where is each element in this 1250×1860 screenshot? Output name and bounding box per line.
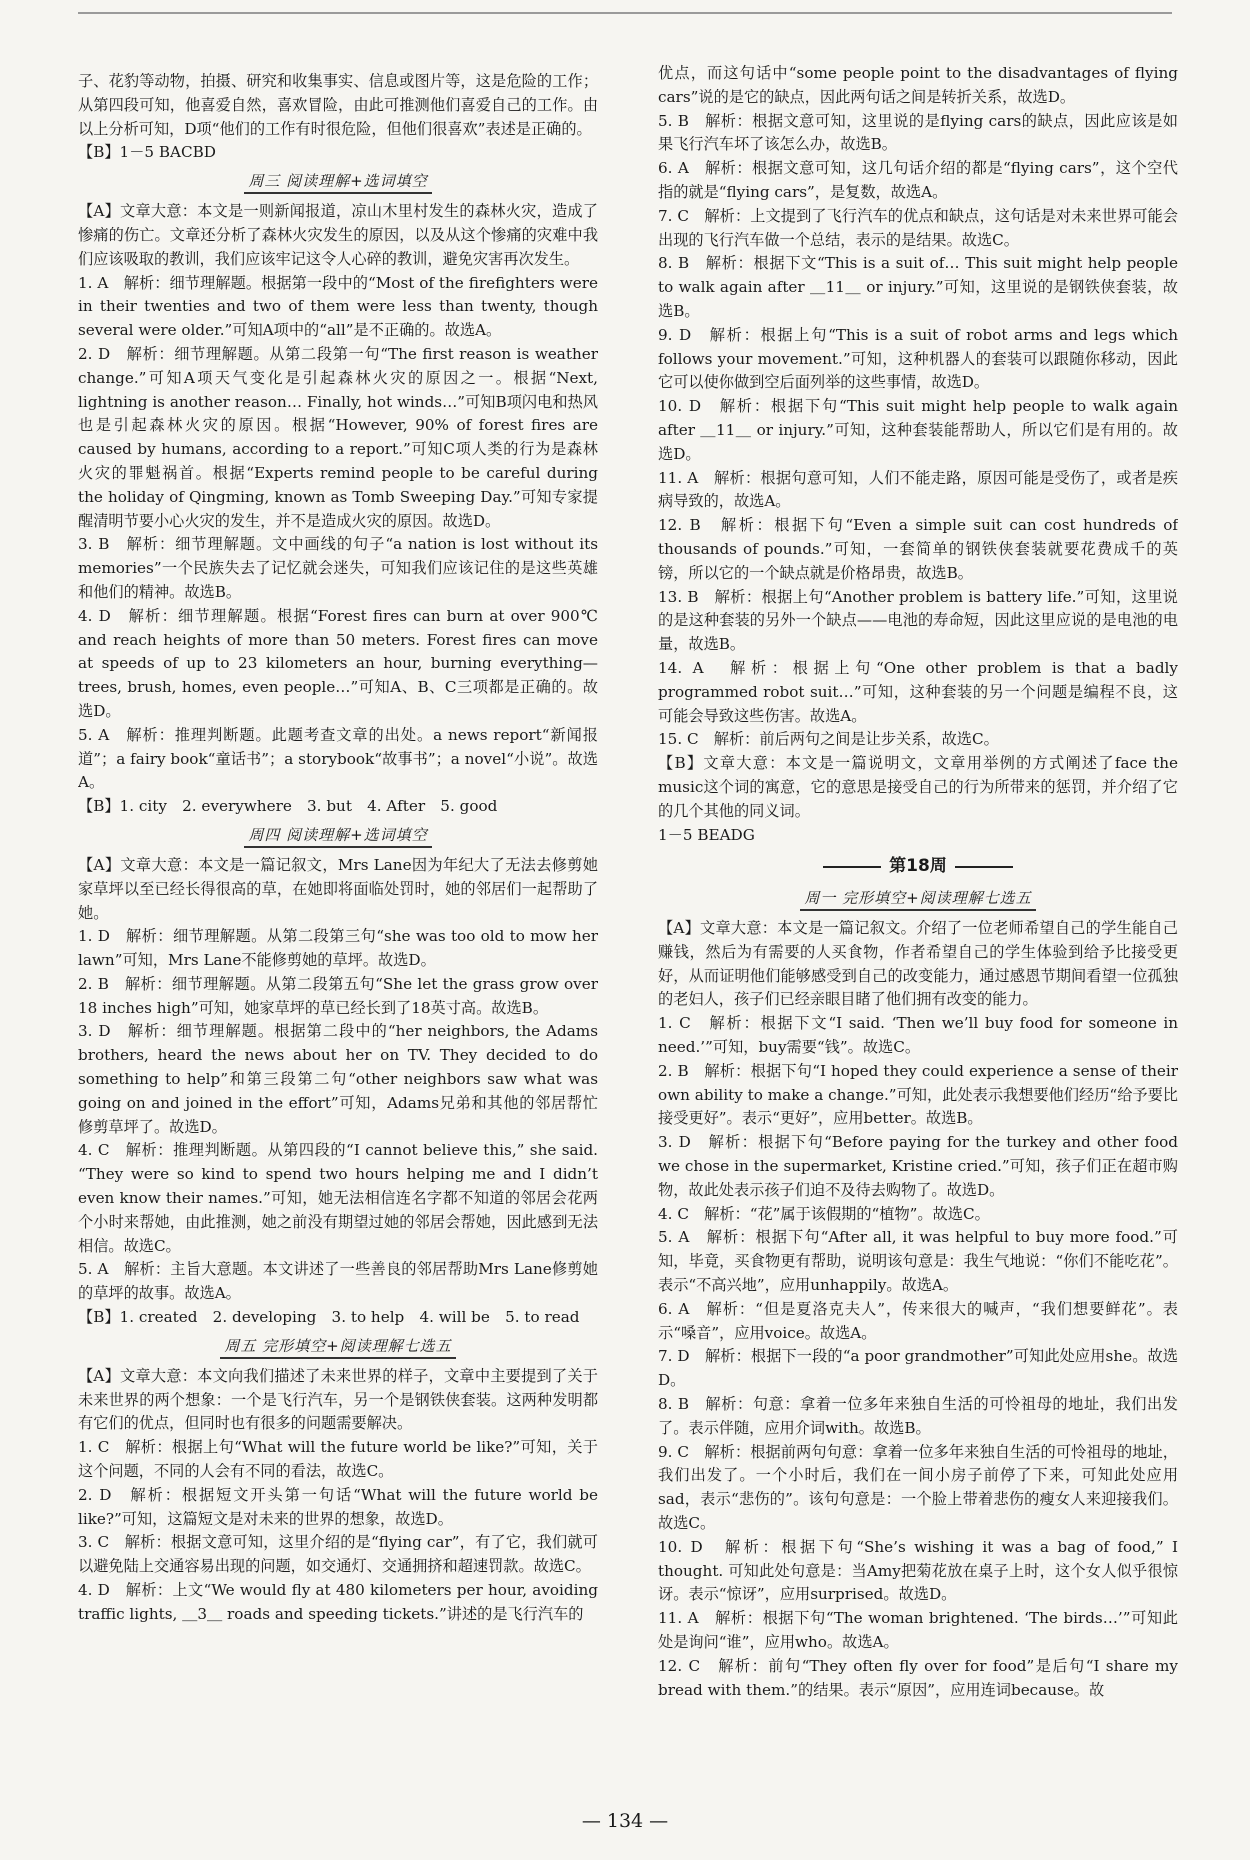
answer-paragraph: 3. D 解析：细节理解题。根据第二段中的“her neighbors, the Adams brothers, heard the news about her on TV. They decided to do something to help”和第三段第二句“other neighbors saw what was going on and joined in the effort”可知，Adams兄弟和其他的邻居帮忙修剪草坪了。故选D。 <box>78 1022 598 1136</box>
answer-paragraph: 3. C 解析：根据文意可知，这里介绍的是“flying car”，有了它，我们就可以避免陆上交通容易出现的问题，如交通灯、交通拥挤和超速罚款。故选C。 <box>78 1533 598 1576</box>
section-heading <box>78 1335 598 1359</box>
answer-paragraph: 【B】1－5 BACBD <box>78 143 216 162</box>
answer-paragraph: 8. B 解析：句意：拿着一位多年来独自生活的可怜祖母的地址，我们出发了。表示伴随，应用介词with。故选B。 <box>658 1395 1178 1437</box>
answer-paragraph: 3. B 解析：细节理解题。文中画线的句子“a nation is lost without its memories”一个民族失去了记忆就会迷失，可知我们应该记住的是这些英雄和他们的精神。故选B。 <box>78 535 598 601</box>
answer-paragraph: 4. D 解析：上文“We would fly at 480 kilometers per hour, avoiding traffic lights, ＿3＿ roads and speeding tickets.”讲述的是飞行汽车的 <box>78 1581 598 1623</box>
answer-paragraph: 13. B 解析：根据上句“Another problem is battery life.”可知，这里说的是这种套装的另外一个缺点——电池的寿命短，因此这里应说的是电池的电量，故选B。 <box>658 587 1178 654</box>
left-column <box>78 70 598 1770</box>
section-heading <box>78 170 598 194</box>
answer-paragraph: 5. A 解析：主旨大意题。本文讲述了一些善良的邻居帮助Mrs Lane修剪她的草坪的故事。故选A。 <box>78 1260 598 1303</box>
answer-paragraph: 1. D 解析：细节理解题。从第二段第三句“she was too old to mow her lawn”可知，Mrs Lane不能修剪她的草坪。故选D。 <box>78 927 598 970</box>
section-heading <box>78 824 598 848</box>
section-heading-text: 周五 完形填空+阅读理解七选五 <box>220 1335 455 1359</box>
week-rule-right <box>955 866 1013 868</box>
answer-paragraph: 5. A 解析：推理判断题。此题考查文章的出处。a news report“新闻报道”；a fairy book“童话书”；a storybook“故事书”；a novel“小说”。故选A。 <box>78 725 598 792</box>
answer-paragraph: 2. D 解析：根据短文开头第一句话“What will the future world be like?”可知，这篇短文是对未来的世界的想象，故选D。 <box>78 1485 598 1528</box>
answer-paragraph: 12. C 解析：前句“They often fly over for food”是后句“I share my bread with them.”的结果。表示“原因”，应用连词because。故 <box>658 1656 1178 1699</box>
answer-paragraph: 10. D 解析：根据下句“She’s wishing it was a bag of food,” I thought. 可知此处句意是：当Amy把菊花放在桌子上时，这个女人似乎很惊讶。表示“惊讶”，应用surprised。故选D。 <box>658 1537 1178 1604</box>
answer-paragraph: 9. D 解析：根据上句“This is a suit of robot arms and legs which follows your movement.”可知，这种机器人的套装可以跟随你移动，因此它可以使你做到空后面列举的这些事情，故选D。 <box>658 325 1178 392</box>
answer-paragraph: 11. A 解析：根据句意可知，人们不能走路，原因可能是受伤了，或者是疾病导致的，故选A。 <box>658 468 1178 511</box>
answer-paragraph: 2. B 解析：细节理解题。从第二段第五句“She let the grass grow over 18 inches high”可知，她家草坪的草已经长到了18英寸高。故选B。 <box>78 974 598 1017</box>
answer-paragraph: 【A】文章大意：本文向我们描述了未来世界的样子，文章中主要提到了关于未来世界的两个想象：一个是飞行汽车，另一个是钢铁侠套装。这两种发明都有它们的优点，但同时也有很多的问题需要解决。 <box>78 1366 598 1433</box>
answer-paragraph: 4. D 解析：细节理解题。根据“Forest fires can burn at over 900℃ and reach heights of more than 50 meters. Forest fires can move at speeds of up to 23 kilometers an hour, burning everything—trees, brush, homes, even people…”可知A、B、C三项都是正确的。故选D。 <box>78 606 598 720</box>
answer-paragraph: 6. A 解析：根据文意可知，这几句话介绍的都是“flying cars”，这个空代指的就是“flying cars”，是复数，故选A。 <box>658 159 1178 201</box>
answer-paragraph: 【B】1. created 2. developing 3. to help 4. will be 5. to read <box>78 1308 580 1327</box>
answer-paragraph: 【A】文章大意：本文是一则新闻报道，凉山木里村发生的森林火灾，造成了惨痛的伤亡。文章还分析了森林火灾发生的原因，以及从这个惨痛的灾难中我们应该吸取的教训，我们应该牢记这令人心碎的教训，避免灾害再次发生。 <box>78 202 598 268</box>
answer-paragraph: 10. D 解析：根据下句“This suit might help people to walk again after ＿11＿ or injury.”可知，这种套装能帮助人，所以它们是有用的。故选D。 <box>658 397 1178 463</box>
answer-paragraph: 【B】文章大意：本文是一篇说明文，文章用举例的方式阐述了face the music这个词的寓意，它的意思是接受自己的行为所带来的惩罚，并介绍了它的几个其他的同义词。 <box>658 754 1178 820</box>
answer-paragraph: 【A】文章大意：本文是一篇记叙文，Mrs Lane因为年纪大了无法去修剪她家草坪以至已经长得很高的草，在她即将面临处罚时，她的邻居们一起帮助了她。 <box>78 855 598 922</box>
answer-paragraph: 4. C 解析：推理判断题。从第四段的“I cannot believe this,” she said. “They were so kind to spend two hours helping me and I didn’t even know their names.”可知，她无法相信连名字都不知道的邻居会花两个小时来帮她，由此推测，她之前没有期望过她的邻居会帮她，因此感到无法相信。故选C。 <box>78 1141 598 1255</box>
answer-paragraph: 1. C 解析：根据下文“I said. ‘Then we’ll buy food for someone in need.’”可知，buy需要“钱”。故选C。 <box>658 1014 1178 1057</box>
answer-paragraph: 3. D 解析：根据下句“Before paying for the turkey and other food we chose in the supermarket, Kristine cried.”可知，孩子们正在超市购物，故此处表示孩子们迫不及待去购物了。故选D。 <box>658 1133 1178 1199</box>
section-heading-text: 周三 阅读理解+选词填空 <box>244 170 431 194</box>
answer-paragraph: 【A】文章大意：本文是一篇记叙文。介绍了一位老师希望自己的学生能自己赚钱，然后为有需要的人买食物，作者希望自己的学生体验到给予比接受更好，从而证明他们能够感受到自己的改变能力，通过感恩节期间看望一位孤独的老妇人，孩子们已经亲眼目睹了他们拥有改变的能力。 <box>658 919 1178 1009</box>
top-rule <box>78 12 1172 14</box>
answer-paragraph: 1. A 解析：细节理解题。根据第一段中的“Most of the firefighters were in their twenties and two of them were less than twenty, though several were older.”可知A项中的“all”是不正确的。故选A。 <box>78 273 598 340</box>
answer-paragraph: 5. B 解析：根据文意可知，这里说的是flying cars的缺点，因此应该是如果飞行汽车坏了该怎么办，故选B。 <box>658 111 1178 154</box>
right-column <box>658 62 1178 1770</box>
answer-paragraph: 6. A 解析：“但是夏洛克夫人”，传来很大的喊声，“我们想要鲜花”。表示“嗓音”，应用voice。故选A。 <box>658 1299 1178 1342</box>
answer-paragraph: 12. B 解析：根据下句“Even a simple suit can cost hundreds of thousands of pounds.”可知，一套简单的钢铁侠套装就要花费成千的英镑，所以它的一个缺点就是价格昂贵，故选B。 <box>658 516 1178 582</box>
answer-paragraph: 4. C 解析：“花”属于该假期的“植物”。故选C。 <box>658 1204 990 1223</box>
answer-paragraph: 9. C 解析：根据前两句句意：拿着一位多年来独自生活的可怜祖母的地址，我们出发了。一个小时后，我们在一间小房子前停了下来，可知此处应用sad，表示“悲伤的”。该句句意是：一个脸上带着悲伤的瘦女人来迎接我们。故选C。 <box>658 1442 1178 1533</box>
week-heading-text: 第18周 <box>889 856 947 877</box>
answer-paragraph: 15. C 解析：前后两句之间是让步关系，故选C。 <box>658 730 999 749</box>
answer-paragraph: 2. B 解析：根据下句“I hoped they could experience a sense of their own ability to make a change.”可知，此处表示我想要他们经历“给予要比接受更好”。表示“更好”，应用better。故选B。 <box>658 1061 1178 1128</box>
answer-paragraph: 【B】1. city 2. everywhere 3. but 4. After 5. good <box>78 797 498 816</box>
answer-paragraph: 1. C 解析：根据上句“What will the future world be like?”可知，关于这个问题，不同的人会有不同的看法，故选C。 <box>78 1438 598 1481</box>
answer-paragraph: 7. C 解析：上文提到了飞行汽车的优点和缺点，这句话是对未来世界可能会出现的飞行汽车做一个总结，表示的是结果。故选C。 <box>658 206 1178 249</box>
page-number: — 134 — <box>581 1810 669 1832</box>
answer-paragraph: 1－5 BEADG <box>658 825 755 844</box>
answer-paragraph: 5. A 解析：根据下句“After all, it was helpful to buy more food.”可知，毕竟，买食物更有帮助，说明该句意是：我生气地说：“你们不能吃花”。表示“不高兴地”，应用unhappily。故选A。 <box>658 1228 1178 1295</box>
section-heading <box>658 887 1178 911</box>
week-heading <box>658 855 1178 879</box>
section-heading-text: 周一 完形填空+阅读理解七选五 <box>800 887 1035 911</box>
answer-paragraph: 优点，而这句话中“some people point to the disadvantages of flying cars”说的是它的缺点，因此两句话之间是转折关系，故选D。 <box>658 64 1178 106</box>
answer-paragraph: 子、花豹等动物，拍摄、研究和收集事实、信息或图片等，这是危险的工作；从第四段可知，他喜爱自然，喜欢冒险，由此可推测他们喜爱自己的工作。由以上分析可知，D项“他们的工作有时很危险，但他们很喜欢”表述是正确的。 <box>78 72 598 138</box>
answer-paragraph: 7. D 解析：根据下一段的“a poor grandmother”可知此处应用she。故选D。 <box>658 1347 1178 1390</box>
answer-paragraph: 8. B 解析：根据下文“This is a suit of… This suit might help people to walk again after ＿11＿ or injury.”可知，这里说的是钢铁侠套装，故选B。 <box>658 254 1178 320</box>
section-heading-text: 周四 阅读理解+选词填空 <box>244 824 431 848</box>
answer-paragraph: 2. D 解析：细节理解题。从第二段第一句“The first reason is weather change.”可知A项天气变化是引起森林火灾的原因之一。根据“Next, lightning is another reason… Finally, hot winds…”可知B项闪电和热风也是引起森林火灾的原因。根据“However, 90% of forest fires are caused by humans, according to a report.”可知C项人类的行为是森林火灾的罪魁祸首。根据“Experts remind people to be careful during the holiday of Qingming, known as Tomb Sweeping Day.”可知专家提醒清明节要小心火灾的发生，并不是造成火灾的原因。故选D。 <box>78 344 598 530</box>
answer-paragraph: 11. A 解析：根据下句“The woman brightened. ‘The birds…’”可知此处是询问“谁”，应用who。故选A。 <box>658 1609 1178 1651</box>
week-rule-left <box>823 866 881 868</box>
answer-paragraph: 14. A 解析：根据上句“One other problem is that a badly programmed robot suit…”可知，这种套装的另一个问题是编程不良，这可能会导致这些伤害。故选A。 <box>658 658 1178 725</box>
